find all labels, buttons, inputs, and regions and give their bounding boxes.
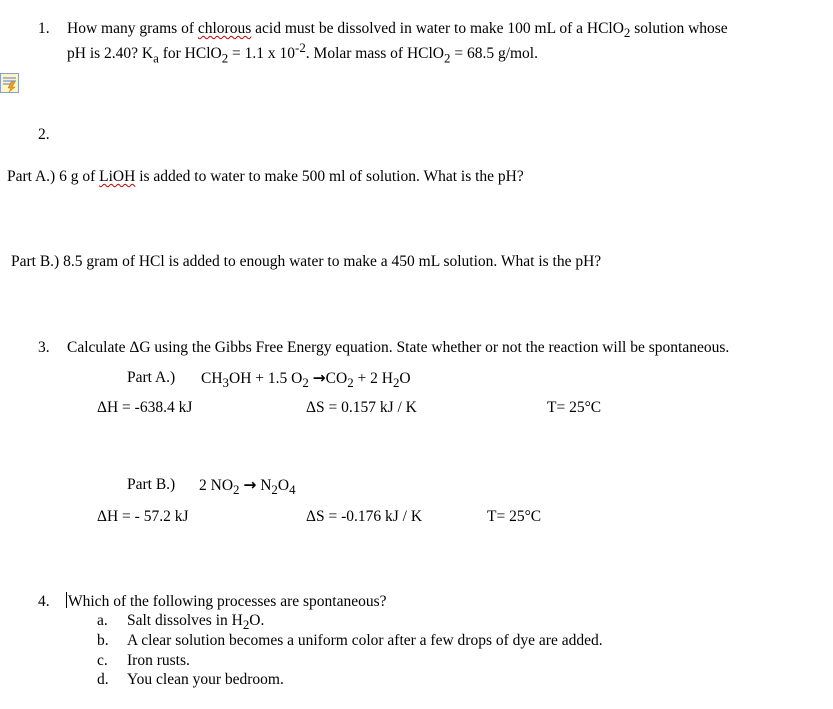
q3-part-b-temp: T= 25°C [487,508,542,525]
q4-item-a-letter: a. [97,612,108,629]
q1-line-1: How many grams of chlorous acid must be dissolved in water to make 100 mL of a HClO$_2$ solution whose [67,20,728,41]
reaction-arrow: → [312,369,326,387]
q2-number: 2. [38,126,50,143]
q3-text: Calculate ΔG using the Gibbs Free Energy equation. State whether or not the reaction will be spontaneous. [67,339,730,356]
q4-item-c-letter: c. [97,652,108,669]
sticky-note-icon[interactable] [0,73,19,93]
q3-part-a-label: Part A.) [127,369,176,386]
q3-part-b-label: Part B.) [127,476,176,493]
q3-part-b-ds: ΔS = -0.176 kJ / K [306,508,423,525]
q1-line-2: pH is 2.40? $K_a$ for HClO$_2$ = 1.1 x $10^{-2}$. Molar mass of HClO$_2$ = 68.5 g/mol. [67,40,538,66]
q3-part-a-temp: T= 25°C [547,399,602,416]
text-cursor [66,592,67,608]
q4-text[interactable]: Which of the following processes are spontaneous? [68,593,387,610]
spelling-squiggle[interactable]: chlorous [197,20,252,37]
q3-part-b-equation: 2 $NO_2 \to N_2O_4$ [199,476,296,498]
q1-number: 1. [38,20,50,37]
q4-item-a: Salt dissolves in $H_2O$. [127,612,265,633]
q3-number: 3. [38,339,50,356]
q4-item-b-letter: b. [97,632,109,649]
q4-item-c: Iron rusts. [127,652,190,669]
q3-part-b-dh: ΔH = - 57.2 kJ [97,508,189,525]
q3-part-a-ds: ΔS = 0.157 kJ / K [306,399,417,416]
reaction-arrow: → [243,476,257,494]
q4-item-d: You clean your bedroom. [127,671,284,688]
q4-number: 4. [38,593,50,610]
q2-part-b: Part B.) 8.5 gram of HCl is added to enough water to make a 450 mL solution. What is the pH? [11,253,602,270]
q2-part-a: Part A.) 6 g of LiOH is added to water to make 500 ml of solution. What is the pH? [7,168,524,185]
q3-part-a-equation: $CH_3OH + 1.5$ $O_2 \to CO_2 + 2$ $H_2O$ [201,369,411,391]
q4-item-d-letter: d. [97,671,109,688]
spelling-squiggle[interactable]: LiOH [99,168,136,185]
q4-item-b: A clear solution becomes a uniform color after a few drops of dye are added. [127,632,603,649]
q3-part-a-dh: ΔH = -638.4 kJ [97,399,193,416]
